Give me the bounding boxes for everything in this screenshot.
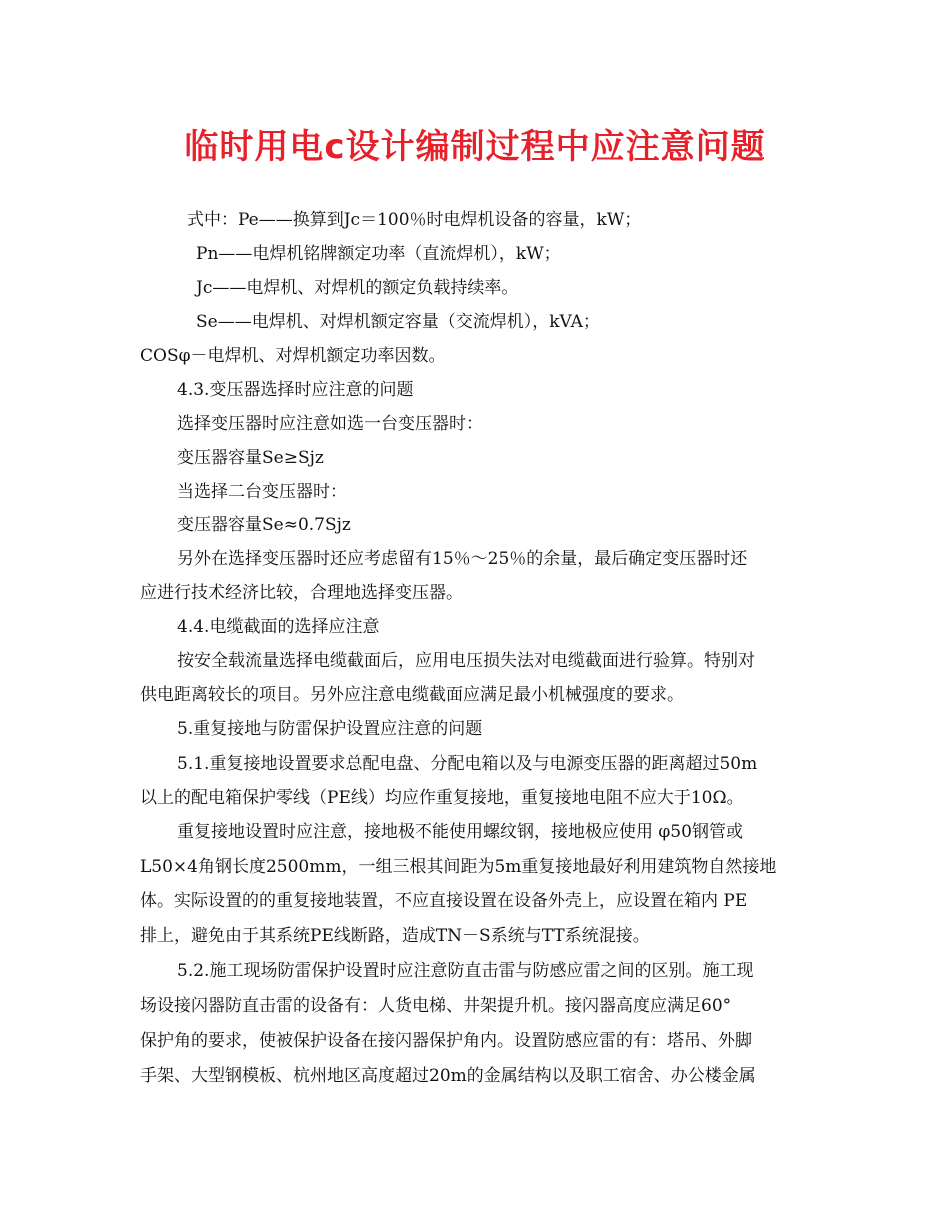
- text-line: 另外在选择变压器时还应考虑留有15％～25％的余量，最后确定变压器时还: [177, 549, 748, 569]
- text-line: COSφ－电焊机、对焊机额定功率因数。: [140, 346, 446, 366]
- text-line: 保护角的要求，使被保护设备在接闪器保护角内。设置防感应雷的有：塔吊、外脚: [140, 1031, 752, 1051]
- text-line: Se——电焊机、对焊机额定容量（交流焊机），kVA；: [196, 312, 600, 332]
- section-heading: 4.3.变压器选择时应注意的问题: [177, 380, 414, 400]
- text-line: Pn——电焊机铭牌额定功率（直流焊机），kW；: [196, 244, 561, 264]
- text-line: 重复接地设置时应注意，接地极不能使用螺纹钢，接地极应使用 φ50钢管或: [177, 822, 743, 842]
- text-line: 5.2.施工现场防雷保护设置时应注意防直击雷与防感应雷之间的区别。施工现: [177, 961, 754, 981]
- text-line: 体。实际设置的的重复接地装置，不应直接设置在设备外壳上，应设置在箱内 PE: [140, 891, 748, 911]
- section-heading: 5.重复接地与防雷保护设置应注意的问题: [177, 719, 483, 739]
- text-line: 场设接闪器防直击雷的设备有：人货电梯、井架提升机。接闪器高度应满足60°: [140, 996, 732, 1016]
- text-line: 供电距离较长的项目。另外应注意电缆截面应满足最小机械强度的要求。: [140, 685, 684, 705]
- text-line: Jc——电焊机、对焊机的额定负载持续率。: [196, 278, 519, 298]
- text-line: L50×4角钢长度2500mm，一组三根其间距为5m重复接地最好利用建筑物自然接地: [140, 857, 777, 877]
- text-line: 当选择二台变压器时：: [177, 482, 347, 502]
- text-line: 5.1.重复接地设置要求总配电盘、分配电箱以及与电源变压器的距离超过50m: [177, 754, 758, 774]
- section-heading: 4.4.电缆截面的选择应注意: [177, 617, 380, 637]
- text-line: 以上的配电箱保护零线（PE线）均应作重复接地，重复接地电阻不应大于10Ω。: [140, 788, 744, 808]
- text-line: 选择变压器时应注意如选一台变压器时：: [177, 414, 483, 434]
- text-line: 手架、大型钢模板、杭州地区高度超过20m的金属结构以及职工宿舍、办公楼金属: [140, 1066, 756, 1086]
- text-line: 变压器容量Se≈0.7Sjz: [177, 515, 351, 535]
- text-line: 式中：Pe——换算到Jc＝100％时电焊机设备的容量，kW；: [187, 210, 642, 230]
- text-line: 排上，避免由于其系统PE线断路，造成TN－S系统与TT系统混接。: [140, 926, 650, 946]
- page-title: 临时用电c设计编制过程中应注意问题: [184, 127, 766, 167]
- text-line: 应进行技术经济比较，合理地选择变压器。: [140, 583, 463, 603]
- text-line: 变压器容量Se≥Sjz: [177, 448, 324, 468]
- text-line: 按安全载流量选择电缆截面后，应用电压损失法对电缆截面进行验算。特别对: [177, 651, 755, 671]
